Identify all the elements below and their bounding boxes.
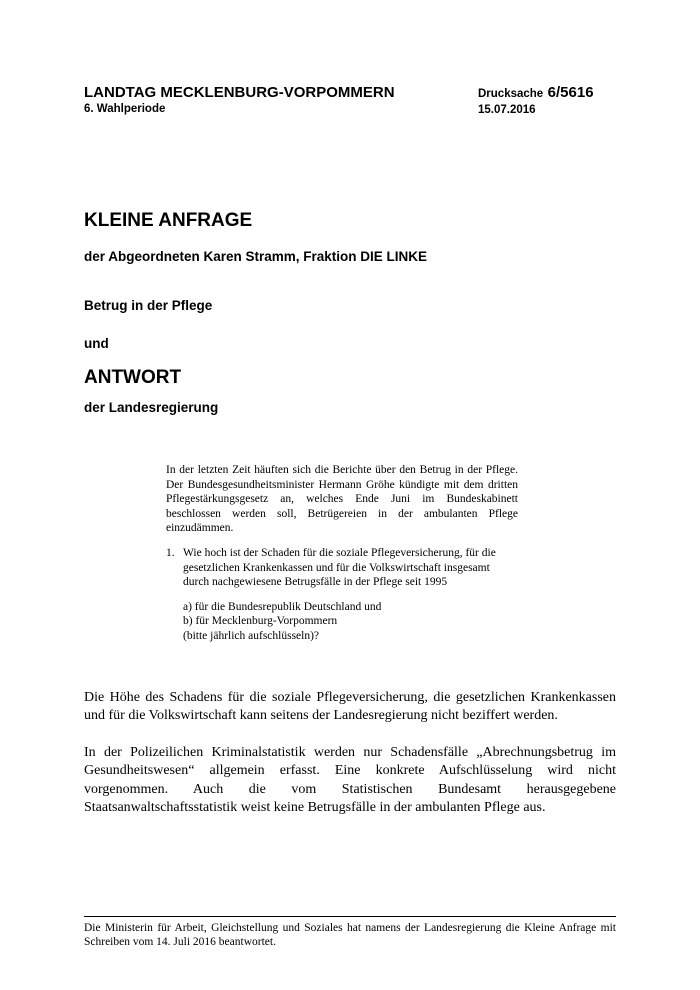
inquiry-author: der Abgeordneten Karen Stramm, Fraktion DIE LINKE	[84, 249, 428, 264]
document-header	[84, 84, 395, 116]
answer-paragraph-2-text: In der Polizeilichen Kriminalstatistik werden nur Schadensfälle „Abrechnungsbetrug im Gesundheitswesen“ allgemein erfasst. Eine konkrete Aufschlüsselung wird nicht vorgenommen. Auch die vom Statistischen Bundesamt herausgegebene Staatsanwaltschaftsstatistik weist keine Betrugsfälle in der ambulanten Pflege aus.	[84, 745, 616, 816]
question-text: Wie hoch ist der Schaden für die soziale Pflegeversicherung, für die gesetzlichen Krankenkassen und für die Volkswirtschaft insgesamt durch nachgewiesene Betrugsfälle in der Pflege seit 1995	[183, 546, 496, 589]
inquiry-subject: Betrug in der Pflege	[84, 298, 213, 313]
question-block	[166, 463, 518, 644]
legislative-period: 6. Wahlperiode	[84, 103, 166, 115]
footer-note: Die Ministerin für Arbeit, Gleichstellung und Soziales hat namens der Landesregierung die Kleine Anfrage mit Schreiben vom 14. Juli 2016 beantwortet.	[84, 922, 616, 949]
drucksache-number: 6/5616	[547, 84, 594, 101]
sub-item-b: b) für Mecklenburg-Vorpommern	[183, 615, 338, 628]
question-preamble: In der letzten Zeit häuften sich die Berichte über den Betrug in der Pflege. Der Bundesgesundheitsminister Hermann Gröhe kündigte mit dem dritten Pflegestärkungsgesetz an, welches Ende Juni im Bundeskabinett beschlossen werden soll, Betrügereien in der ambulanten Pflege einzudämmen.	[166, 464, 518, 535]
inquiry-type-heading: KLEINE ANFRAGE	[84, 210, 253, 231]
answer-paragraph-1	[84, 689, 616, 726]
drucksache-label: Drucksache	[478, 88, 544, 100]
footer-divider	[84, 916, 616, 917]
question-sublist	[166, 600, 518, 644]
question-note: (bitte jährlich aufschlüsseln)?	[183, 629, 320, 642]
document-date: 15.07.2016	[478, 104, 536, 116]
respondent: der Landesregierung	[84, 400, 219, 415]
answer-heading: ANTWORT	[84, 367, 182, 388]
connector-text: und	[84, 336, 109, 351]
question-number: 1.	[166, 546, 175, 559]
answer-paragraph-1-text: Die Höhe des Schadens für die soziale Pflegeversicherung, die gesetzlichen Krankenkassen und für die Volkswirtschaft kann seitens der Landesregierung nicht beziffert werden.	[84, 690, 616, 724]
answer-paragraph-2	[84, 744, 616, 818]
parliament-name: LANDTAG MECKLENBURG-VORPOMMERN	[84, 84, 395, 101]
question-item	[166, 546, 518, 590]
document-reference	[478, 84, 594, 117]
sub-item-a: a) für die Bundesrepublik Deutschland und	[183, 600, 382, 613]
